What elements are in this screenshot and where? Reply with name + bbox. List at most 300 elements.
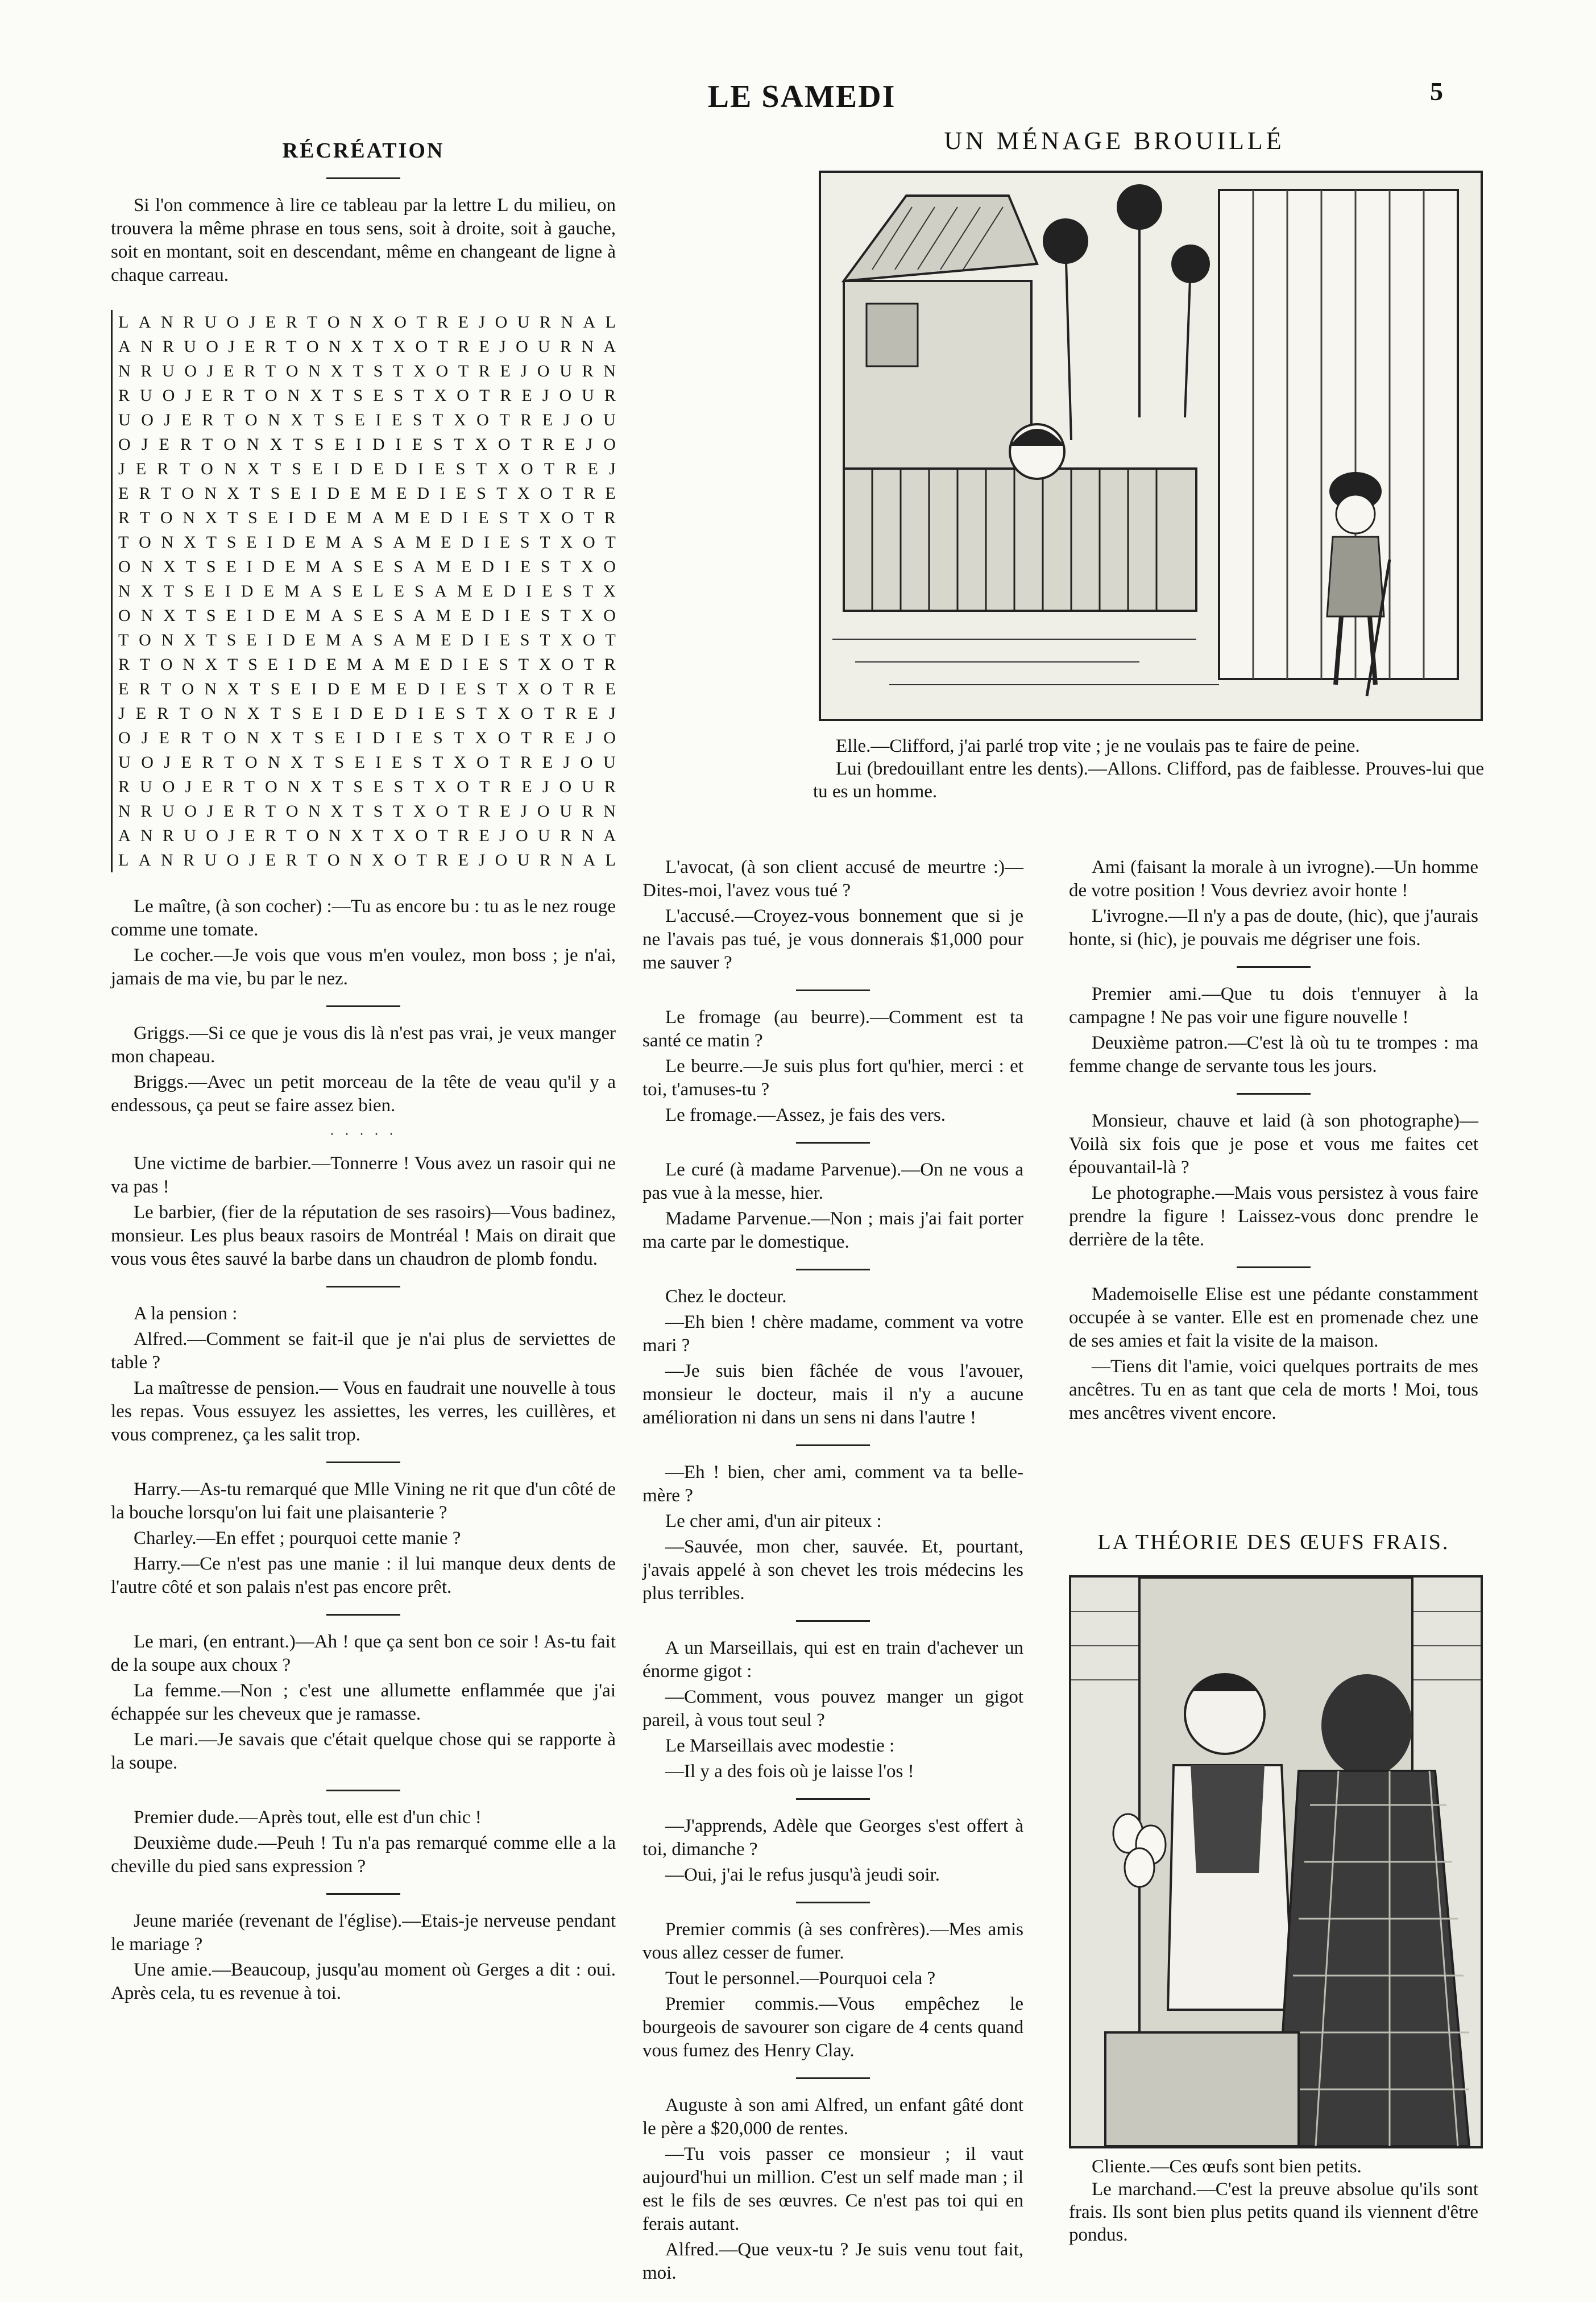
word-grid-letter: I <box>526 582 532 601</box>
word-grid-letter: E <box>391 411 403 429</box>
word-grid-letter: E <box>434 704 445 723</box>
word-grid-letter: O <box>559 386 572 405</box>
word-grid-letter: E <box>461 606 472 625</box>
word-grid-letter: I <box>504 557 510 576</box>
word-grid-letter: O <box>495 313 508 332</box>
word-grid-letter: X <box>270 728 283 747</box>
col1-para: Le mari, (en entrant.)—Ah ! que ça sent bon ce soir ! As-tu fait de la soupe aux choux ? <box>111 1632 616 1675</box>
word-grid-letter: T <box>372 337 384 356</box>
word-grid-letter: R <box>565 704 577 723</box>
col3-para: —Tiens dit l'amie, voici quelques portraits de mes ancêtres. Tu en as tant que cela de morts ! Moi, tous mes ancêtres vivent encore. <box>1069 1356 1478 1423</box>
word-grid-letter: E <box>265 313 276 332</box>
word-grid-letter: O <box>603 557 616 576</box>
col1-para: Griggs.—Si ce que je vous dis là n'est pas vrai, je veux manger mon chapeau. <box>111 1023 616 1067</box>
col3-para: Premier ami.—Que tu dois t'ennuyer à la campagne ! Ne pas voir une figure nouvelle ! <box>1069 984 1478 1028</box>
word-grid-letter: E <box>482 582 494 601</box>
word-grid-letter: T <box>163 582 175 601</box>
word-grid-letter: E <box>354 411 365 429</box>
word-grid-letter: R <box>264 337 276 356</box>
word-grid-letter: D <box>350 459 363 478</box>
word-grid-letter: T <box>560 606 571 625</box>
word-grid-letter: T <box>227 655 238 674</box>
word-grid-letter: O <box>160 655 173 674</box>
word-grid-letter: X <box>413 362 426 380</box>
page-number: 5 <box>1430 77 1443 106</box>
word-grid-letter: T <box>416 851 427 870</box>
word-grid-letter: E <box>181 411 192 429</box>
word-grid-letter: E <box>479 337 490 356</box>
word-grid-letter: T <box>499 411 510 429</box>
word-grid-letter: E <box>412 728 423 747</box>
word-grid-letter: X <box>581 606 594 625</box>
word-grid-letter: I <box>395 435 401 454</box>
word-grid-letter: T <box>293 728 304 747</box>
word-grid-letter: I <box>355 435 362 454</box>
word-grid-letter: S <box>270 484 280 503</box>
word-grid-letter: I <box>375 411 382 429</box>
word-grid-letter: T <box>582 582 593 601</box>
word-grid-letter: E <box>290 680 301 698</box>
word-grid-letter: N <box>223 459 237 478</box>
word-grid-letter: R <box>183 851 195 870</box>
word-grid-letter: U <box>559 362 572 380</box>
word-grid-row <box>118 848 616 872</box>
word-grid-row <box>118 334 616 359</box>
word-grid-letter: T <box>393 362 404 380</box>
word-grid-letter: I <box>333 704 339 723</box>
word-grid-letter: E <box>461 557 472 576</box>
word-grid-letter: E <box>420 655 430 674</box>
word-grid-letter: U <box>517 851 530 870</box>
word-grid-letter: E <box>458 851 469 870</box>
word-grid-letter: A <box>372 655 384 674</box>
word-grid-letter: S <box>499 655 508 674</box>
word-grid-letter: X <box>310 777 323 796</box>
col3-para: Deuxième patron.—C'est là où tu te trompes : ma femme change de servante tous les jours. <box>1069 1033 1478 1077</box>
word-grid-letter: R <box>202 753 214 772</box>
word-grid-letter: I <box>246 606 252 625</box>
word-grid-letter: E <box>223 362 234 380</box>
word-grid-letter: I <box>375 753 382 772</box>
word-grid-letter: O <box>540 680 553 698</box>
word-grid-letter: I <box>462 655 469 674</box>
word-grid-letter: X <box>603 582 616 601</box>
word-grid-letter: T <box>202 728 213 747</box>
word-grid-letter: X <box>184 533 196 552</box>
word-grid-letter: S <box>226 631 237 649</box>
word-grid-row <box>118 530 616 554</box>
word-grid-letter: O <box>223 435 236 454</box>
column-2 <box>642 856 1023 2287</box>
word-grid-letter: O <box>181 484 194 503</box>
word-grid-letter: O <box>603 606 616 625</box>
word-grid-letter: D <box>372 728 385 747</box>
word-grid-letter: T <box>185 606 197 625</box>
word-grid-letter: E <box>412 435 423 454</box>
word-grid-letter: E <box>434 459 445 478</box>
word-grid-letter: A <box>309 582 322 601</box>
word-grid-letter: S <box>353 777 363 796</box>
word-grid-letter: U <box>184 826 196 845</box>
word-grid-row <box>118 750 616 775</box>
word-grid-letter: S <box>393 557 403 576</box>
word-grid-letter: M <box>346 508 362 527</box>
word-grid-letter: E <box>267 508 278 527</box>
word-grid-letter: E <box>605 484 616 503</box>
word-grid-letter: O <box>394 851 407 870</box>
word-grid-letter: T <box>333 777 343 796</box>
word-grid-letter: M <box>415 631 431 649</box>
word-grid-letter: T <box>313 753 324 772</box>
word-grid-letter: D <box>395 704 407 723</box>
word-grid-letter: J <box>185 777 192 796</box>
word-grid-row <box>118 652 616 677</box>
word-grid-letter: S <box>206 557 216 576</box>
word-grid-letter: N <box>287 386 300 405</box>
word-grid-letter: R <box>180 435 192 454</box>
word-grid-letter: S <box>373 533 383 552</box>
word-grid-letter: A <box>393 631 405 649</box>
word-grid-row <box>118 506 616 530</box>
word-grid-letter: T <box>250 484 260 503</box>
oeufs-title: LA THÉORIE DES ŒUFS FRAIS. <box>1097 1530 1450 1554</box>
word-grid-letter: N <box>581 337 594 356</box>
col3-para: Monsieur, chauve et laid (à son photographe)—Voilà six fois que je pose et vous me faites cet épouvantail-là ? <box>1069 1111 1478 1178</box>
word-grid-letter: X <box>310 386 323 405</box>
word-grid-letter: O <box>306 826 319 845</box>
word-grid-letter: N <box>603 362 616 380</box>
word-grid-letter: O <box>327 313 340 332</box>
col2-para: Madame Parvenue.—Non ; mais j'ai fait porter ma carte par le domestique. <box>642 1208 1023 1252</box>
word-grid-letter: X <box>517 484 530 503</box>
word-grid-letter: R <box>604 777 616 796</box>
word-grid-letter: S <box>353 557 363 576</box>
word-grid-letter: T <box>118 533 129 552</box>
menage-illustration <box>819 171 1483 721</box>
col1-para: Le mari.—Je savais que c'était quelque chose qui se rapporte à la soupe. <box>111 1729 616 1773</box>
word-grid-letter: M <box>394 655 410 674</box>
column-3 <box>1069 856 1478 1427</box>
word-grid-letter: O <box>537 362 550 380</box>
column-1 <box>111 139 616 2007</box>
word-grid-letter: S <box>353 606 363 625</box>
word-grid-letter: E <box>181 753 192 772</box>
word-grid-letter: D <box>327 484 340 503</box>
word-grid-letter: X <box>413 802 426 821</box>
word-grid-letter: T <box>250 680 260 698</box>
separator-rule <box>796 2077 870 2079</box>
word-grid-letter: J <box>609 704 616 723</box>
col1-para: Le cocher.—Je vois que vous m'en voulez, mon boss ; je n'ai, jamais de ma vie, bu par le nez. <box>111 945 616 989</box>
word-grid-letter: X <box>498 704 510 723</box>
word-grid-letter: O <box>201 704 213 723</box>
col2-para: —Je suis bien fâchée de vous l'avouer, monsieur le docteur, mais il n'y a aucune amélioration ni dans un sens ni dans l'autre ! <box>642 1361 1023 1428</box>
word-grid-letter: E <box>521 386 532 405</box>
word-grid-letter: N <box>268 753 280 772</box>
word-grid-row <box>118 677 616 701</box>
col1-para: Charley.—En effet ; pourquoi cette manie ? <box>134 1528 461 1549</box>
word-grid-letter: N <box>118 362 131 380</box>
word-grid-letter: I <box>418 704 424 723</box>
word-grid-letter: U <box>559 802 572 821</box>
word-grid-letter: X <box>517 680 530 698</box>
word-grid-letter: T <box>206 533 217 552</box>
word-grid-letter: S <box>206 606 216 625</box>
col1-para: A la pension : <box>134 1303 238 1324</box>
word-grid-letter: T <box>413 777 424 796</box>
word-grid-letter: O <box>520 459 533 478</box>
col2-para: —Eh ! bien, cher ami, comment va ta belle-mère ? <box>642 1462 1023 1506</box>
word-grid-letter: A <box>138 313 151 332</box>
word-grid-letter: J <box>228 337 235 356</box>
word-grid-letter: X <box>291 753 303 772</box>
word-grid-letter: O <box>184 802 197 821</box>
word-grid-letter: X <box>140 582 154 601</box>
word-grid-letter: O <box>223 728 236 747</box>
word-grid-letter: A <box>118 337 131 356</box>
word-grid-letter: R <box>539 313 551 332</box>
word-grid-letter: E <box>135 704 147 723</box>
word-grid-letter: N <box>246 728 259 747</box>
word-grid-letter: E <box>520 557 531 576</box>
word-grid-letter: N <box>118 802 131 821</box>
word-grid-letter: R <box>560 826 572 845</box>
word-grid-letter: T <box>270 704 281 723</box>
word-grid-letter: T <box>293 435 304 454</box>
word-grid-letter: O <box>415 826 428 845</box>
word-grid-letter: O <box>516 826 528 845</box>
word-grid-letter: R <box>583 680 595 698</box>
word-grid-letter: X <box>247 459 260 478</box>
word-grid-letter: E <box>326 655 337 674</box>
word-grid-letter: S <box>499 508 508 527</box>
word-grid-letter: T <box>202 435 213 454</box>
word-grid-letter: T <box>458 362 469 380</box>
word-grid-letter: D <box>461 631 474 649</box>
word-grid-letter: S <box>332 582 342 601</box>
word-grid-letter: U <box>162 802 175 821</box>
word-grid-letter: E <box>226 606 237 625</box>
word-grid-letter: R <box>140 362 152 380</box>
word-grid-letter: T <box>437 337 448 356</box>
word-grid-letter: T <box>437 826 448 845</box>
word-grid-letter: O <box>118 728 131 747</box>
word-grid-letter: I <box>288 508 294 527</box>
word-grid-letter: E <box>373 606 384 625</box>
word-grid-letter: L <box>118 313 129 332</box>
word-grid-letter: E <box>420 508 430 527</box>
word-grid-letter: X <box>247 704 260 723</box>
word-grid-letter: D <box>350 704 363 723</box>
word-grid-letter: O <box>436 362 449 380</box>
word-grid-letter: O <box>162 777 175 796</box>
oeufs-caption-2: Le marchand.—C'est la preuve absolue qu'ils sont frais. Ils sont bien plus petits quand ils viennent d'être pondus. <box>1069 2179 1478 2245</box>
word-grid-letter: X <box>475 435 487 454</box>
word-grid-letter: X <box>372 851 384 870</box>
word-grid-letter: O <box>201 459 213 478</box>
word-grid-letter: E <box>159 728 169 747</box>
col2-para: —Il y a des fois où je laisse l'os ! <box>665 1761 914 1782</box>
word-grid-letter: E <box>478 508 489 527</box>
word-grid-letter: N <box>350 313 362 332</box>
word-grid-letter: E <box>135 459 147 478</box>
separator-rule <box>796 1620 870 1622</box>
word-grid-letter: S <box>476 484 486 503</box>
word-grid-letter: N <box>603 802 616 821</box>
word-grid-letter: N <box>308 802 321 821</box>
word-grid-letter: T <box>372 826 384 845</box>
word-grid-letter: E <box>223 802 234 821</box>
col1-para: Le barbier, (fier de la réputation de ses rasoirs)—Vous badinez, monsieur. Les plus beaux rasoirs de Montréal ! Mais on dirait que vous vous êtes sauvé la barbe dans un chaudron de plomb fondu. <box>111 1202 616 1269</box>
word-grid-letter: O <box>603 728 616 747</box>
word-grid-letter: O <box>206 826 218 845</box>
word-grid-letter: O <box>394 313 407 332</box>
word-grid-letter: R <box>500 777 512 796</box>
col1-para: Briggs.—Avec un petit morceau de la tête de veau qu'il y a endessous, ça peut se faire assez bien. <box>111 1072 616 1116</box>
menage-illustration-drawing <box>821 173 1481 719</box>
word-grid-letter: X <box>475 728 487 747</box>
col1-para: Une victime de barbier.—Tonnerre ! Vous avez un rasoir qui ne va pas ! <box>111 1153 616 1197</box>
word-grid-letter: O <box>264 777 277 796</box>
word-grid-letter: R <box>285 851 297 870</box>
word-grid-letter: E <box>246 533 257 552</box>
word-grid-letter: O <box>520 704 533 723</box>
word-grid-letter: R <box>139 484 151 503</box>
word-grid-letter: E <box>244 337 255 356</box>
word-grid-letter: D <box>304 508 316 527</box>
word-grid-letter: J <box>609 459 616 478</box>
word-grid-row <box>118 457 616 481</box>
col2-para: A un Marseillais, qui est en train d'achever un énorme gigot : <box>642 1638 1023 1682</box>
word-grid-letter: N <box>328 826 341 845</box>
word-grid-letter: S <box>184 582 194 601</box>
word-grid-letter: O <box>580 411 593 429</box>
word-grid-letter: N <box>140 557 154 576</box>
word-grid-letter: M <box>457 582 472 601</box>
separator-rule <box>796 1142 870 1144</box>
word-grid-letter: X <box>291 411 303 429</box>
word-grid-letter: O <box>476 753 489 772</box>
separator-rule <box>1237 1093 1311 1095</box>
word-grid-letter: S <box>373 631 383 649</box>
word-grid-letter: A <box>434 582 447 601</box>
word-grid-letter: N <box>268 411 280 429</box>
word-grid-letter: T <box>453 435 465 454</box>
word-grid-letter: R <box>437 851 449 870</box>
word-grid-letter: U <box>517 313 530 332</box>
col1-para: Harry.—Ce n'est pas une manie : il lui manque deux dents de l'autre côté et son palais n'est pas encore prêt. <box>111 1554 616 1597</box>
word-grid-row <box>118 603 616 628</box>
word-grid-letter: J <box>118 459 125 478</box>
word-grid-letter: N <box>140 337 153 356</box>
menage-caption-1: Elle.—Clifford, j'ai parlé trop vite ; je ne voulais pas te faire de peine. <box>836 736 1360 756</box>
col3-para: Mademoiselle Elise est une pédante constamment occupée à se vanter. Elle est en promenade chez une de ses amies et fait la visite de la maison. <box>1069 1284 1478 1351</box>
word-grid-letter: E <box>499 631 511 649</box>
word-grid-letter: T <box>244 386 255 405</box>
word-grid-letter: T <box>496 680 507 698</box>
word-grid-letter: E <box>500 362 511 380</box>
word-grid-letter: O <box>495 851 508 870</box>
word-grid-letter: O <box>118 435 131 454</box>
word-grid-letter: O <box>540 484 553 503</box>
word-grid-letter: X <box>205 508 218 527</box>
word-grid-letter: N <box>287 777 300 796</box>
word-grid-letter: O <box>184 362 197 380</box>
word-grid-letter: O <box>160 508 173 527</box>
word-grid-letter: R <box>202 411 214 429</box>
word-grid-letter: L <box>373 582 384 601</box>
word-grid-letter: T <box>307 313 318 332</box>
separator-rule <box>326 1893 400 1895</box>
word-grid-letter: E <box>312 459 323 478</box>
word-grid-letter: U <box>184 337 196 356</box>
word-grid-letter: R <box>222 386 234 405</box>
word-grid-letter: E <box>246 631 257 649</box>
word-grid-letter: E <box>354 753 365 772</box>
word-grid-letter: I <box>462 508 469 527</box>
word-grid-letter: J <box>586 435 593 454</box>
word-grid-letter: D <box>395 459 407 478</box>
col2-para: —Tu vois passer ce monsieur ; il vaut aujourd'hui un million. C'est un self made man ; il est le fils de ses œuvres. Ce n'est pas toi qui en ferais autant. <box>642 2144 1023 2234</box>
word-grid-letter: T <box>583 655 594 674</box>
word-grid-letter: U <box>538 826 550 845</box>
word-grid-letter: T <box>313 411 324 429</box>
col2-para: L'accusé.—Croyez-vous bonnement que si je ne l'avais pas tué, je vous donnerais $1,000 pour me sauver ? <box>642 906 1023 973</box>
word-grid-letter: T <box>476 704 487 723</box>
word-grid-letter: O <box>244 411 258 429</box>
word-grid-letter: E <box>373 704 384 723</box>
word-grid-letter: U <box>118 411 131 429</box>
word-grid-letter: T <box>476 459 487 478</box>
word-grid-letter: A <box>583 851 596 870</box>
word-grid-letter: R <box>458 337 470 356</box>
separator-rule <box>1237 1266 1311 1268</box>
word-grid-letter: X <box>393 826 406 845</box>
word-grid-letter: A <box>330 606 343 625</box>
word-grid-letter: E <box>118 680 129 698</box>
word-grid-letter: I <box>246 557 252 576</box>
word-grid-letter: A <box>603 826 616 845</box>
separator-rule <box>796 1902 870 1903</box>
word-grid-letter: T <box>540 533 550 552</box>
word-grid-letter: D <box>327 680 340 698</box>
word-grid-letter: I <box>311 484 317 503</box>
word-grid-row <box>118 432 616 457</box>
word-grid-letter: E <box>226 557 237 576</box>
word-grid-letter: A <box>351 631 363 649</box>
col1-para: La maîtresse de pension.— Vous en faudrait une nouvelle à tous les repas. Vous essuyez les assiettes, les verres, les cuillères, et vous comprenez, ça les salit trop. <box>111 1378 616 1445</box>
word-grid-row <box>118 628 616 652</box>
word-grid-letter: O <box>118 557 131 576</box>
word-grid-letter: R <box>582 802 594 821</box>
col2-para: Premier commis.—Vous empêchez le bourgeois de savourer son cigare de 4 cents quand vous fumez des Henry Clay. <box>642 1994 1023 2061</box>
word-grid-letter: S <box>393 386 404 405</box>
word-grid-letter: S <box>540 606 550 625</box>
col1-para: Une amie.—Beaucoup, jusqu'au moment où Gerges a dit : oui. Après cela, tu es revenue à toi. <box>111 1960 616 2003</box>
word-grid-letter: J <box>206 362 214 380</box>
word-grid-letter: S <box>520 631 530 649</box>
word-grid-letter: M <box>436 557 451 576</box>
word-grid-row <box>118 775 616 799</box>
word-grid-letter: T <box>416 313 427 332</box>
col1-para: Le maître, (à son cocher) :—Tu as encore bu : tu as le nez rouge comme une tomate. <box>111 896 616 940</box>
word-grid-letter: X <box>227 484 239 503</box>
word-grid-letter: I <box>267 533 273 552</box>
word-grid-letter: X <box>538 655 552 674</box>
word-grid-letter: J <box>542 386 549 405</box>
word-grid-letter: A <box>330 557 343 576</box>
word-grid-letter: E <box>455 680 467 698</box>
